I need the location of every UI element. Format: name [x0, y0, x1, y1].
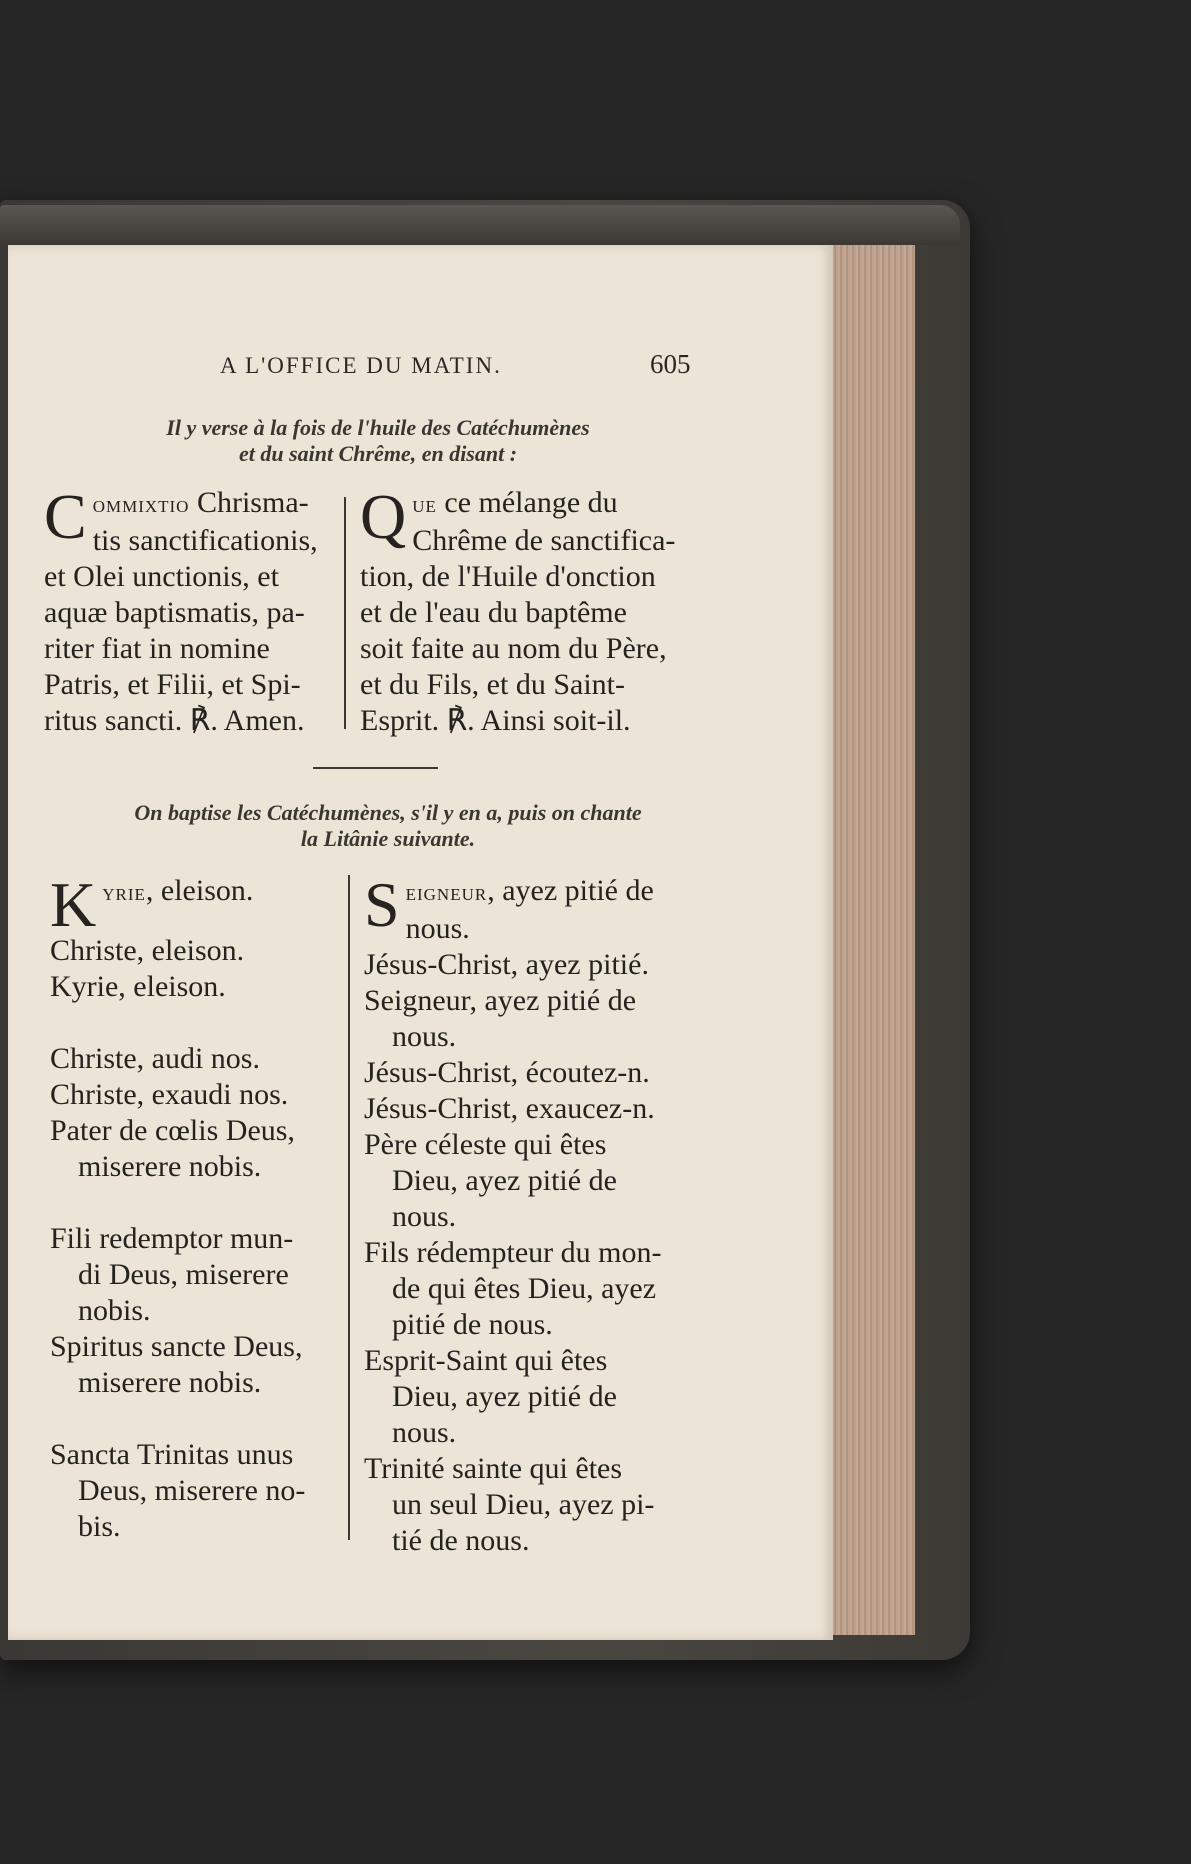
litany-first-line: [50, 869, 350, 940]
litany-line: Christe, exaudi nos.: [50, 1078, 289, 1111]
litany-line: tié de nous.: [392, 1524, 530, 1557]
prayer-line: tis sanctificationis,: [92, 524, 318, 557]
prayer-line: ritus sancti. ℟. Amen.: [44, 704, 305, 737]
litany-line: Christe, eleison.: [50, 934, 245, 967]
litany-line: pitié de nous.: [392, 1308, 553, 1341]
drop-cap: S: [364, 869, 400, 940]
litany-latin: [50, 869, 350, 1545]
book-spine: [0, 205, 960, 245]
section-rule: [313, 767, 438, 769]
prayer-text: [360, 481, 676, 737]
prayer-line: Chrisma-: [196, 486, 309, 519]
running-header: [8, 349, 833, 393]
litany-line: miserere nobis.: [78, 1366, 262, 1399]
page-edges: [825, 245, 915, 1635]
first-word: ue: [412, 492, 437, 518]
stanza-gap: [50, 1401, 350, 1437]
litany-line: Jésus-Christ, écoutez-n.: [364, 1056, 650, 1089]
prayer-line: ce mélange du: [444, 486, 618, 519]
litany-line: Dieu, ayez pitié de: [392, 1380, 617, 1413]
litany-line: bis.: [78, 1510, 121, 1543]
litany-line: nous.: [392, 1200, 457, 1233]
page-number: 605: [650, 349, 691, 379]
prayer-line: Patris, et Filii, et Spi-: [44, 668, 301, 701]
rubric-instruction-2: [48, 800, 728, 852]
prayer-line: Chrême de sanctifica-: [412, 524, 676, 557]
litany-rows: [364, 911, 724, 1559]
drop-cap: K: [50, 869, 97, 940]
litany-line: nous.: [392, 1020, 457, 1053]
rubric-instruction-1: [78, 415, 678, 467]
french-prayer: [360, 481, 716, 739]
litany-line: Dieu, ayez pitié de: [392, 1164, 617, 1197]
prayer-line: aquæ baptismatis, pa-: [44, 596, 305, 629]
latin-prayer: [44, 481, 344, 739]
drop-cap: Q: [360, 481, 407, 552]
column-divider: [348, 875, 350, 1540]
litany-line: Trinité sainte qui êtes: [364, 1452, 623, 1485]
litany-line: Fili redemptor mun-: [50, 1222, 294, 1255]
litany-line: Jésus-Christ, exaucez-n.: [364, 1092, 655, 1125]
rubric-line: la Litânie suivante.: [300, 826, 476, 851]
litany-french: [364, 869, 724, 1559]
first-line-rest: , ayez pitié de: [487, 874, 654, 907]
prayer-line: Esprit. ℟. Ainsi soit-il.: [360, 704, 631, 737]
first-word: eigneur: [405, 880, 488, 906]
litany-line: Spiritus sancte Deus,: [50, 1330, 303, 1363]
litany-line: Deus, miserere no-: [78, 1474, 306, 1507]
prayer-line: soit faite au nom du Père,: [360, 632, 667, 665]
prayer-line: tion, de l'Huile d'onction: [360, 560, 656, 593]
litany-line: Christe, audi nos.: [50, 1042, 260, 1075]
rubric-line: Il y verse à la fois de l'huile des Catéchumènes: [166, 415, 590, 440]
litany-line: nobis.: [78, 1294, 151, 1327]
litany-line: di Deus, miserere: [78, 1258, 289, 1291]
litany-line: nous.: [405, 912, 470, 945]
litany-line: Fils rédempteur du mon-: [364, 1236, 662, 1269]
litany-line: de qui êtes Dieu, ayez: [392, 1272, 657, 1305]
first-line-rest: , eleison.: [145, 874, 254, 907]
litany-line: Kyrie, eleison.: [50, 970, 226, 1003]
prayer-line: et du Fils, et du Saint-: [360, 668, 625, 701]
litany-line: Jésus-Christ, ayez pitié.: [364, 948, 649, 981]
drop-cap: C: [44, 481, 87, 552]
stanza-gap: [50, 1185, 350, 1221]
litany-line: Seigneur, ayez pitié de: [364, 984, 637, 1017]
litany-line: Sancta Trinitas unus: [50, 1438, 294, 1471]
running-title: A L'OFFICE DU MATIN.: [220, 353, 502, 378]
book-page: [8, 245, 833, 1640]
litany-line: un seul Dieu, ayez pi-: [392, 1488, 655, 1521]
litany-rows: [50, 933, 350, 1545]
prayer-line: et de l'eau du baptême: [360, 596, 627, 629]
litany-line: nous.: [392, 1416, 457, 1449]
prayer-line: et Olei unctionis, et: [44, 560, 279, 593]
litany-line: Esprit-Saint qui êtes: [364, 1344, 608, 1377]
prayer-line: riter fiat in nomine: [44, 632, 270, 665]
litany-line: Pater de cœlis Deus,: [50, 1114, 295, 1147]
column-divider: [344, 497, 346, 729]
rubric-line: et du saint Chrême, en disant :: [238, 441, 518, 466]
litany-line: miserere nobis.: [78, 1150, 262, 1183]
litany-line: Père céleste qui êtes: [364, 1128, 607, 1161]
rubric-line: On baptise les Catéchumènes, s'il y en a, puis on chante: [134, 800, 642, 825]
first-word: yrie: [102, 880, 146, 906]
stanza-gap: [50, 1005, 350, 1041]
first-word: ommixtio: [92, 492, 190, 518]
